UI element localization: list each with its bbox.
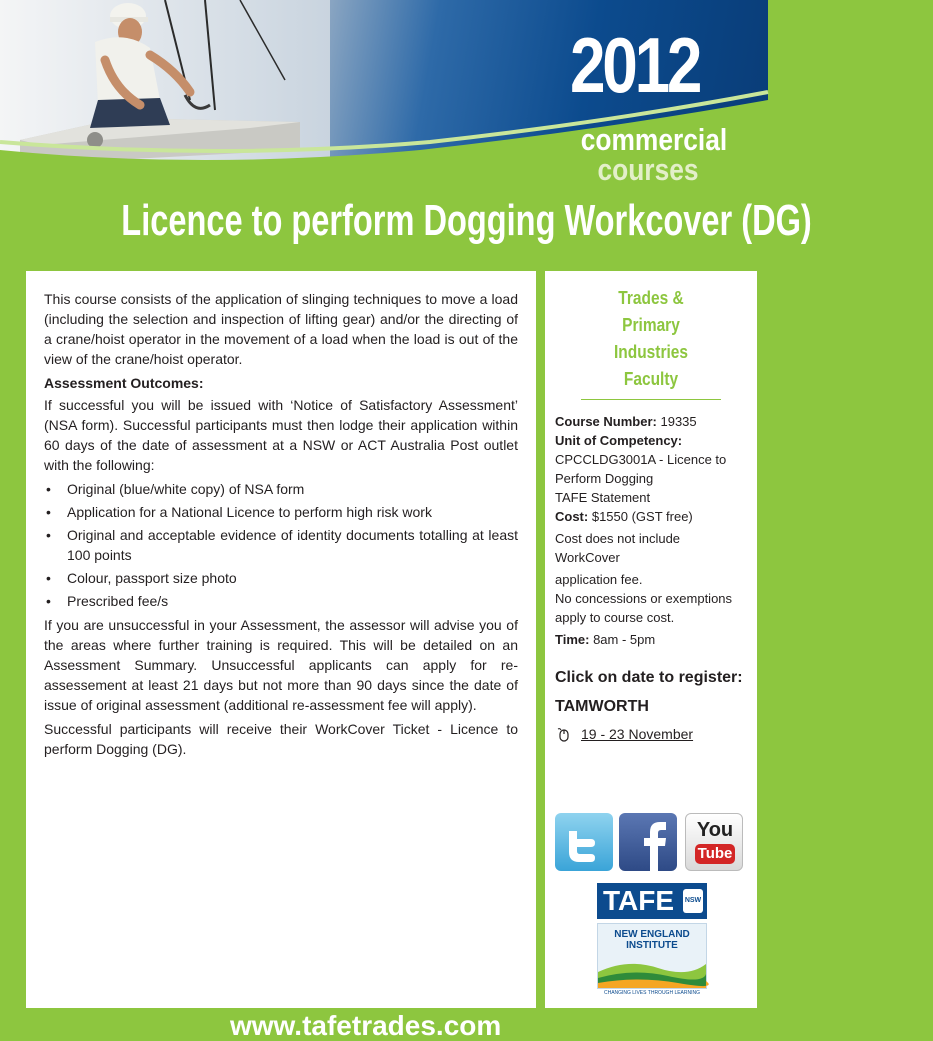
- faculty-line2: Industries Faculty: [614, 342, 688, 389]
- faculty-heading: [581, 285, 721, 400]
- hills-graphic: [598, 954, 706, 988]
- unit-line2: Perform Dogging: [555, 471, 654, 486]
- institute-line1: NEW ENGLAND: [614, 929, 690, 940]
- tafe-statement: TAFE Statement: [555, 490, 651, 505]
- cost-label: Cost:: [555, 509, 589, 524]
- tafe-tagline: CHANGING LIVES THROUGH LEARNING: [603, 990, 701, 996]
- course-title-text: Licence to perform Dogging Workcover (DG): [121, 196, 812, 245]
- course-title: [0, 196, 812, 246]
- register-date-link[interactable]: 19 - 23 November: [581, 726, 694, 742]
- header-banner: [0, 0, 768, 190]
- concessions-line2: apply to course cost.: [555, 610, 675, 625]
- list-item: • Application for a National Licence to perform high risk work: [44, 502, 518, 522]
- course-number-label: Course Number:: [555, 414, 657, 429]
- list-item: • Original (blue/white copy) of NSA form: [44, 479, 518, 499]
- tafe-logo-brand: TAFE: [597, 883, 707, 919]
- cost-value: $1550 (GST free): [591, 509, 693, 524]
- youtube-icon[interactable]: [685, 813, 743, 871]
- course-number-value: 19335: [660, 414, 697, 429]
- commercial-label: commercial: [580, 122, 728, 157]
- unit-line1: CPCCLDG3001A - Licence to: [555, 452, 727, 467]
- cost-note-line1: Cost does not include WorkCover: [555, 531, 681, 565]
- concessions-line1: No concessions or exemptions: [555, 591, 733, 606]
- year-heading: 2012: [570, 21, 700, 109]
- mouse-icon: [557, 728, 571, 742]
- course-info-sidebar: [545, 271, 757, 1008]
- assessment-paragraph: If successful you will be issued with ‘Notice of Satisfactory Assessment’ (NSA form). Successful participants must then lodge their application within 60 days of the date of assessment at a NSW or ACT Australia Post outlet with the following:: [44, 397, 518, 473]
- website-footer[interactable]: www.tafetrades.com: [230, 1010, 502, 1041]
- twitter-icon[interactable]: [555, 813, 613, 871]
- time: [555, 630, 747, 649]
- tafe-nsw-logo: [597, 883, 707, 998]
- course-description-panel: [26, 271, 536, 1008]
- cost-note-line2: application fee.: [555, 572, 643, 587]
- location-heading: TAMWORTH: [555, 698, 649, 715]
- register-prompt: Click on date to register:: [555, 669, 743, 686]
- institute-box: [597, 923, 707, 989]
- requirements-list: [44, 479, 518, 611]
- tafe-logo-nsw: NSW: [683, 889, 703, 913]
- date-row: [555, 725, 747, 744]
- youtube-tube-label: Tube: [695, 844, 735, 864]
- unit-label: Unit of Competency:: [555, 433, 683, 448]
- unsuccessful-paragraph: If you are unsuccessful in your Assessment, the assessor will advise you of the areas where further training is required. This will be detailed on an Assessment Summary. Unsuccessful applicants can apply for re-assessement at least 21 days but not more than 90 days since the date of issue of original assessment (additional re-assessment fee will apply).: [44, 617, 518, 713]
- time-label: Time:: [555, 632, 590, 647]
- time-value: 8am - 5pm: [593, 632, 656, 647]
- youtube-you-label: You: [696, 819, 734, 841]
- cost: [555, 507, 747, 526]
- assessment-heading: Assessment Outcomes:: [44, 375, 204, 391]
- institute-line2: INSTITUTE: [626, 940, 678, 951]
- facebook-icon[interactable]: [619, 813, 677, 871]
- list-item: • Colour, passport size photo: [44, 568, 518, 588]
- intro-paragraph: This course consists of the application of slinging techniques to move a load (including the selection and inspection of lifting gear) and/or the directing of a crane/hoist operator in the movement of a load when the load is out of the view of the crane/hoist operator.: [44, 291, 518, 367]
- social-links: [555, 813, 747, 873]
- list-item: • Prescribed fee/s: [44, 591, 518, 611]
- courses-label: courses: [597, 152, 699, 187]
- faculty-line1: Trades & Primary: [618, 288, 684, 335]
- course-number: [555, 412, 747, 431]
- list-item: • Original and acceptable evidence of identity documents totalling at least 100 points: [44, 525, 518, 565]
- successful-paragraph: Successful participants will receive their WorkCover Ticket - Licence to perform Dogging (DG).: [44, 721, 518, 757]
